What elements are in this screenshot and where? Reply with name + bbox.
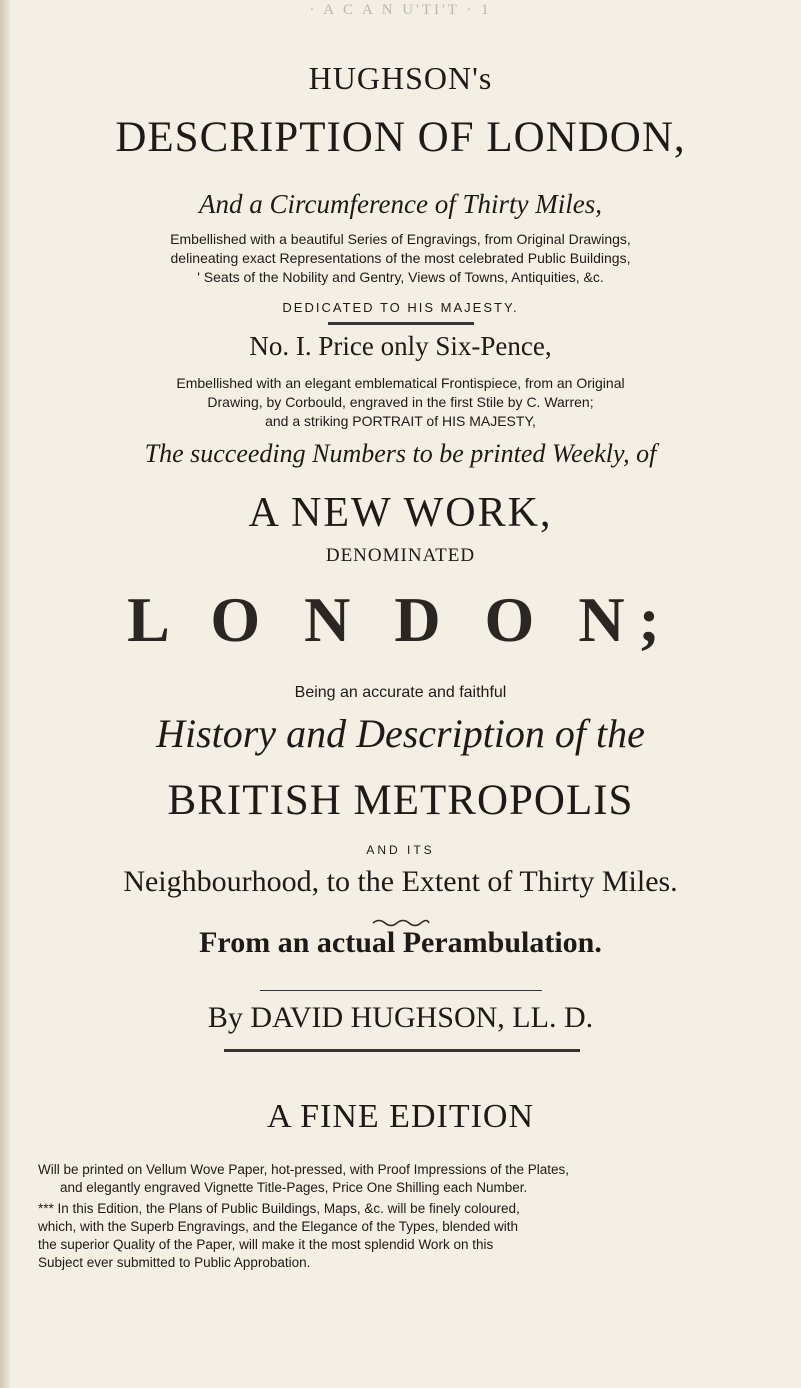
neighbourhood-line: Neighbourhood, to the Extent of Thirty Miles. <box>123 865 678 898</box>
edition-note-line-6: Subject ever submitted to Public Approbation. <box>38 1255 311 1270</box>
edition-note-line-5: the superior Quality of the Paper, will make it the most splendid Work on this <box>38 1237 494 1252</box>
london-display-title: L O N D O N; <box>127 584 674 655</box>
header-rule <box>328 322 474 325</box>
history-description-line: History and Description of the <box>156 711 645 756</box>
byline-rule-bottom <box>224 1049 580 1052</box>
being-accurate-line: Being an accurate and faithful <box>294 684 507 701</box>
main-title: DESCRIPTION OF LONDON, <box>115 114 686 161</box>
author-byline: By DAVID HUGHSON, LL. D. <box>207 1001 594 1034</box>
author-possessive: HUGHSON's <box>308 60 493 96</box>
fine-edition-heading: A FINE EDITION <box>266 1098 535 1135</box>
new-work-heading: A NEW WORK, <box>248 490 553 536</box>
and-its-label: AND ITS <box>366 843 435 857</box>
dedication: DEDICATED TO HIS MAJESTY. <box>282 300 519 315</box>
edition-note-line-3: *** In this Edition, the Plans of Public Buildings, Maps, &c. will be finely coloured, <box>38 1201 520 1216</box>
succeeding-numbers-line: The succeeding Numbers to be printed Weekly, of <box>144 439 657 468</box>
issue-number-price-text: No. I. Price only Six-Pence, <box>249 331 552 361</box>
edition-note-line-1: Will be printed on Vellum Wove Paper, hot-pressed, with Proof Impressions of the Plates, <box>38 1162 570 1177</box>
issue-number-price <box>20 331 781 362</box>
faded-show-through-line: · A C A N U'TI'T · 1 <box>309 2 492 18</box>
page-binding-edge <box>0 0 10 1388</box>
frontispiece-line-1: Embellished with an elegant emblematical Frontispiece, from an Original <box>176 375 625 391</box>
embellished-line-1: Embellished with a beautiful Series of Engravings, from Original Drawings, <box>170 231 631 247</box>
edition-note-line-4: which, with the Superb Engravings, and the Elegance of the Types, blended with <box>38 1219 519 1234</box>
perambulation-line: From an actual Perambulation. <box>199 926 602 959</box>
subtitle: And a Circumference of Thirty Miles, <box>199 189 602 219</box>
denominated-label: DENOMINATED <box>325 545 476 566</box>
frontispiece-line-2: Drawing, by Corbould, engraved in the first Stile by C. Warren; <box>207 394 594 410</box>
byline-rule-top <box>260 990 542 991</box>
british-metropolis-heading: BRITISH METROPOLIS <box>167 777 634 824</box>
edition-note-line-2: and elegantly engraved Vignette Title-Pages, Price One Shilling each Number. <box>60 1180 528 1195</box>
embellished-line-3: ' Seats of the Nobility and Gentry, Views of Towns, Antiquities, &c. <box>197 269 604 285</box>
frontispiece-line-3: and a striking PORTRAIT of HIS MAJESTY, <box>265 413 536 429</box>
embellished-line-2: delineating exact Representations of the most celebrated Public Buildings, <box>170 250 631 266</box>
